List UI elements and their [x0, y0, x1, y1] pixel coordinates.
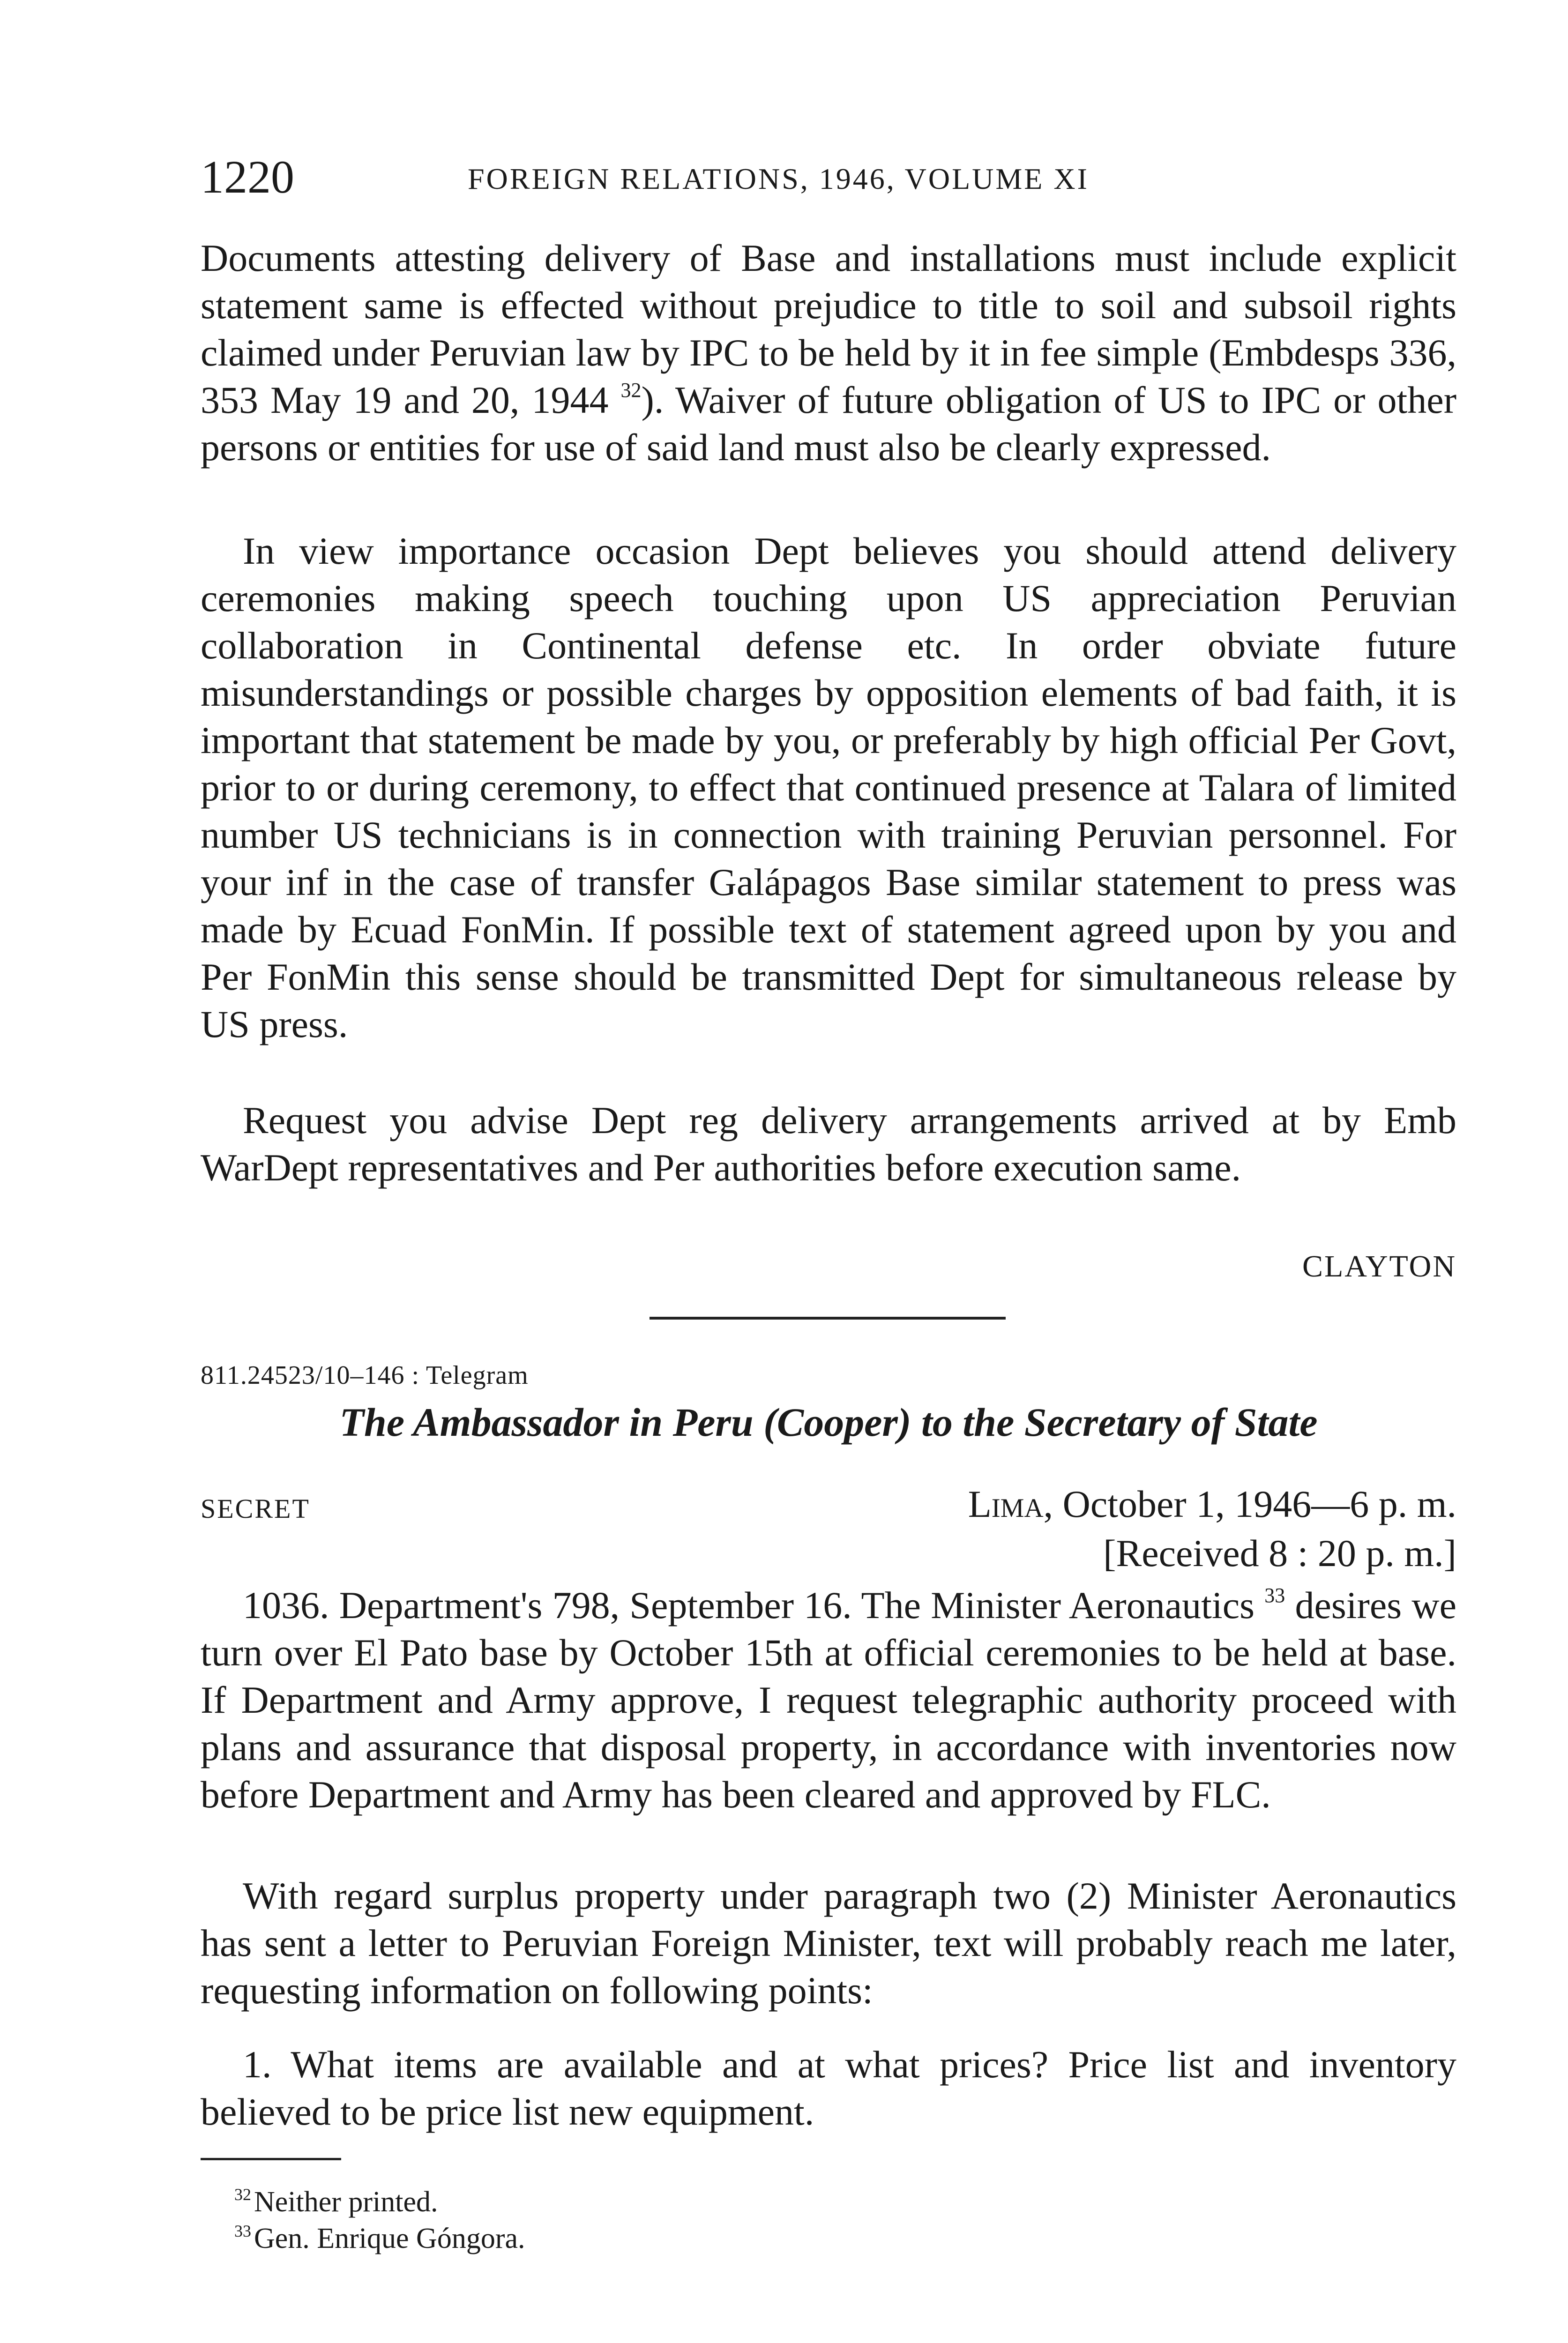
- paragraph-delivery-arrangements: Request you advise Dept reg delivery arrangements arrived at by Emb WarDept representatives and Per authorities before execution same.: [201, 1099, 1456, 1189]
- footnote-32: [234, 2184, 525, 2220]
- paragraph-delivery-ceremonies: In view importance occasion Dept believes you should attend delivery ceremonies making speech touching upon US appreciation Peruvian collaboration in Continental defense etc. In order obviate future misunderstandings or possible charges by opposition elements of bad faith, it is important that statement be made by you, or preferably by high official Per Govt, prior to or during ceremony, to effect that continued presence at Talara of limited number US technicians is in connection with training Peruvian personnel. For your inf in the case of transfer Galápagos Base similar statement to press was made by Ecuad FonMin. If possible text of statement agreed upon by you and Per FonMin this sense should be transmitted Dept for simultaneous release by US press.: [201, 530, 1456, 1045]
- paragraph-delivery-documents: [201, 234, 1456, 471]
- received-time: [Received 8 : 20 p. m.]: [1103, 1532, 1456, 1574]
- paragraph-text: desires we turn over El Pato base by October 15th at official ceremonies to be held at base. If Department and Army approve, I request telegraphic authority proceed with plans and assurance that disposal property, in accordance with inventories now before Department and Army has been cleared and approved by FLC.: [201, 1584, 1456, 1816]
- footnote-rule: [201, 2158, 341, 2160]
- document-heading: The Ambassador in Peru (Cooper) to the Secretary of State: [339, 1400, 1318, 1445]
- running-title: FOREIGN RELATIONS, 1946, VOLUME XI: [468, 162, 1089, 195]
- signature-clayton: CLAYTON: [1302, 1249, 1456, 1283]
- footnote-number: 32: [234, 2185, 251, 2204]
- list-item-1: 1. What items are available and at what prices? Price list and inventory believed to be price list new equipment.: [201, 2043, 1456, 2133]
- paragraph-text: 1036. Department's 798, September 16. The Minister Aeronautics: [243, 1584, 1265, 1627]
- date-time: , October 1, 1946—6 p. m.: [1043, 1483, 1456, 1525]
- paragraph-surplus-property: With regard surplus property under paragraph two (2) Minister Aeronautics has sent a letter to Peruvian Foreign Minister, text will probably reach me later, requesting information on following points:: [201, 1874, 1456, 2012]
- paragraph-text: ). Waiver of future obligation of US to IPC or other persons or entities for use of said land must also be clearly expressed.: [201, 379, 1456, 469]
- page-number: 1220: [201, 151, 294, 203]
- paragraph-el-pato-base: [201, 1582, 1456, 1818]
- classification-label: SECRET: [201, 1493, 310, 1524]
- page-header: [201, 149, 1456, 205]
- place-name: Lima: [968, 1483, 1044, 1525]
- footnote-text: Neither printed.: [254, 2186, 438, 2218]
- footnote-number: 33: [234, 2222, 251, 2240]
- section-divider: [650, 1317, 1006, 1320]
- footnotes: [234, 2184, 525, 2257]
- paragraph-text: Documents attesting delivery of Base and installations must include explicit statement same is effected without prejudice to title to soil and subsoil rights claimed under Peruvian law by IPC to be held by it in fee simple (Embdesps 336, 353 May 19 and 20, 1944: [201, 237, 1456, 421]
- footnote-reference: 32: [620, 379, 642, 402]
- footnote-text: Gen. Enrique Góngora.: [254, 2223, 525, 2254]
- file-reference: 811.24523/10–146 : Telegram: [201, 1361, 529, 1390]
- footnote-reference: 33: [1264, 1584, 1285, 1607]
- place-and-date: [968, 1481, 1456, 1528]
- footnote-33: [234, 2220, 525, 2257]
